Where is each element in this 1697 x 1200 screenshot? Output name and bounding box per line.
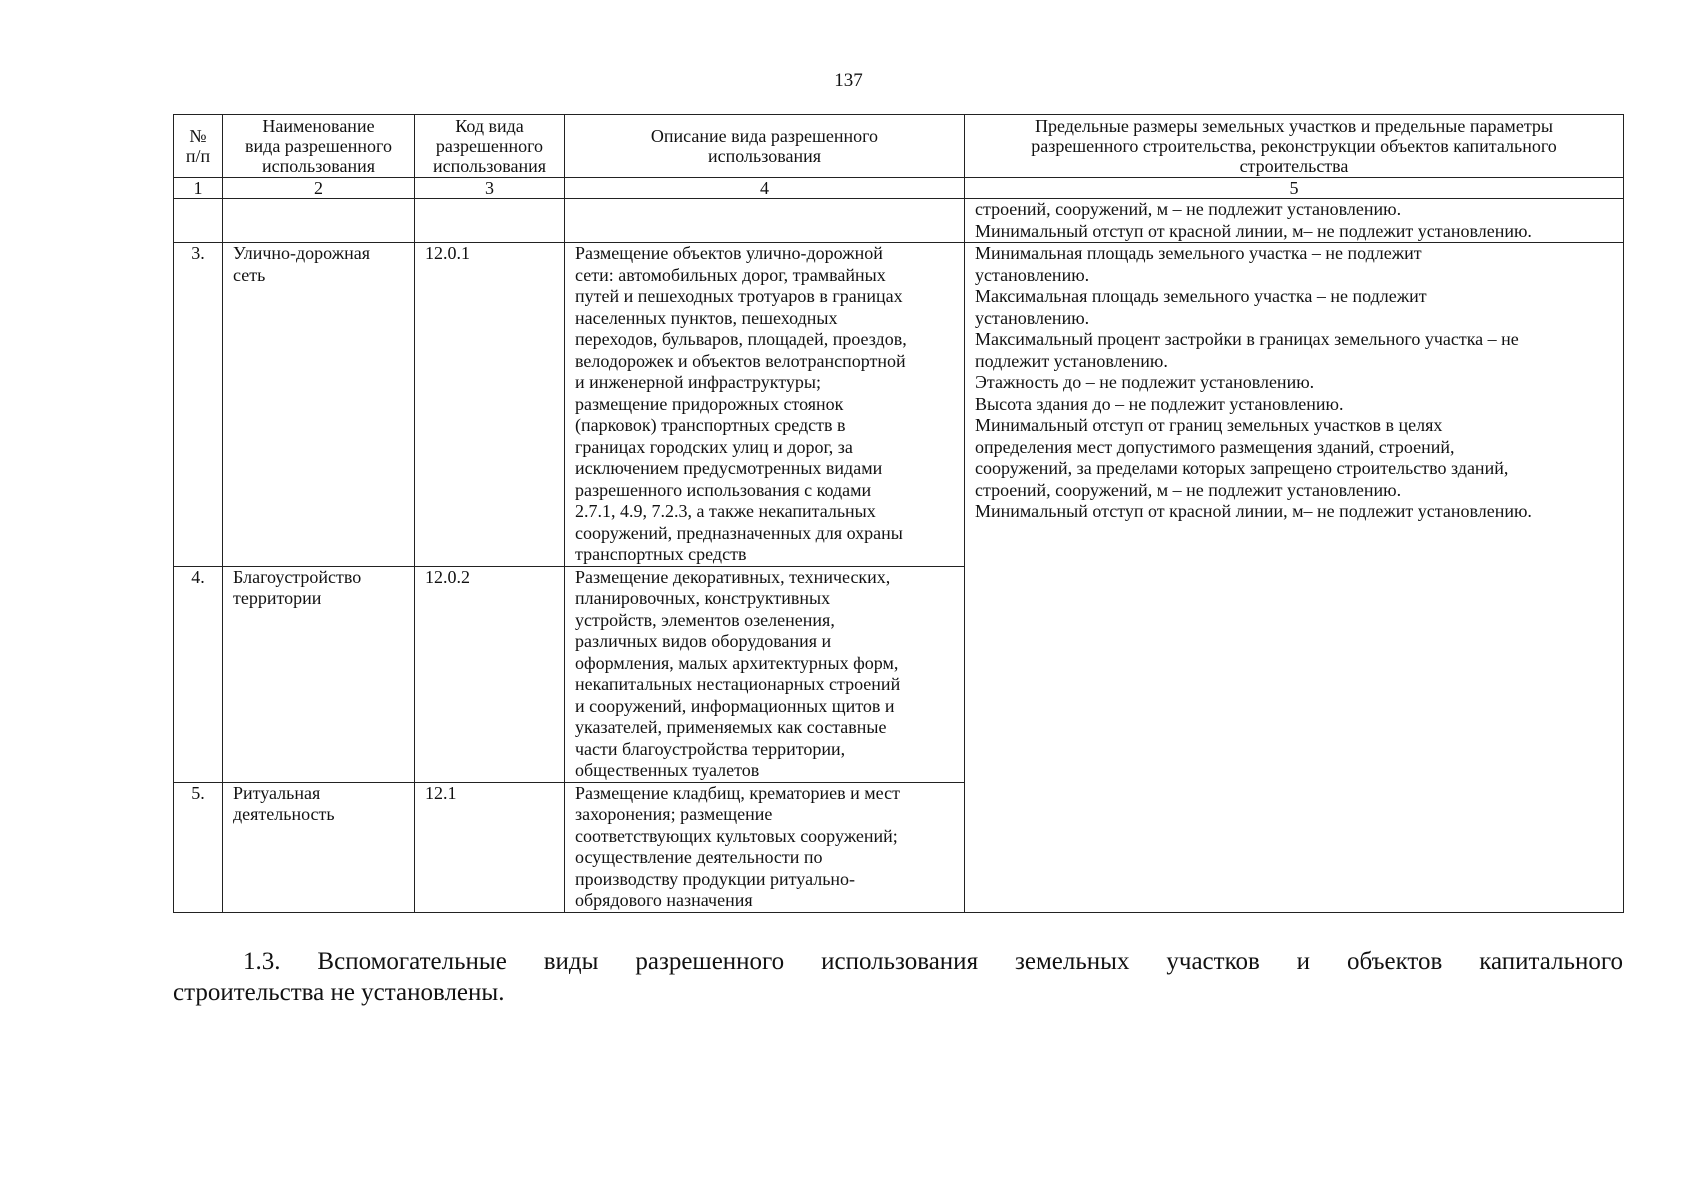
row-number: 4. — [174, 566, 223, 782]
table-row — [174, 243, 1624, 567]
auxiliary-uses-paragraph — [173, 946, 1623, 1008]
row-number: 3. — [174, 243, 223, 567]
use-description-cell: Размещение кладбищ, крематориев и мест захоронения; размещение соответствующих культовых сооружений; осуществление деятельности по производству продукции ритуально- обрядового назначения — [565, 782, 965, 912]
row-number: 5. — [174, 782, 223, 912]
header-number: № п/п — [174, 115, 223, 178]
header-limit-parameters: Предельные размеры земельных участков и предельные параметры разрешенного строительства, реконструкции объектов капитального строительства — [965, 115, 1624, 178]
page-number: 137 — [834, 70, 863, 91]
empty-cell — [223, 199, 415, 243]
use-description-cell: Размещение объектов улично-дорожной сети: автомобильных дорог, трамвайных путей и пешеходных тротуаров в границах населенных пунктов, пешеходных переходов, бульваров, площадей, проездов, велодорожек и объектов велотранспортной и инженерной инфраструктуры; размещение придорожных стоянок (парковок) транспортных средств в границах городских улиц и дорог, за исключением предусмотренных видами разрешенного использования с кодами 2.7.1, 4.9, 7.2.3, а также некапитальных сооружений, предназначенных для охраны транспортных средств — [565, 243, 965, 567]
empty-cell — [565, 199, 965, 243]
column-number: 3 — [415, 178, 565, 199]
permitted-use-table — [173, 114, 1624, 913]
use-name-cell: Благоустройство территории — [223, 566, 415, 782]
continuation-params-cell: строений, сооружений, м – не подлежит установлению. Минимальный отступ от красной линии, м– не подлежит установлению. — [965, 199, 1624, 243]
empty-cell — [415, 199, 565, 243]
column-number-row — [174, 178, 1624, 199]
column-number: 4 — [565, 178, 965, 199]
column-number: 5 — [965, 178, 1624, 199]
header-use-code: Код вида разрешенного использования — [415, 115, 565, 178]
continuation-row — [174, 199, 1624, 243]
paragraph-line: строительства не установлены. — [173, 979, 505, 1006]
empty-cell — [174, 199, 223, 243]
header-use-name: Наименование вида разрешенного использования — [223, 115, 415, 178]
use-code-cell: 12.0.1 — [415, 243, 565, 567]
header-use-description: Описание вида разрешенного использования — [565, 115, 965, 178]
use-code-cell: 12.0.2 — [415, 566, 565, 782]
use-code-cell: 12.1 — [415, 782, 565, 912]
column-number: 2 — [223, 178, 415, 199]
paragraph-line: 1.3. Вспомогательные виды разрешенного использования земельных участков и объектов капитального — [243, 948, 1623, 975]
column-number: 1 — [174, 178, 223, 199]
use-name-cell: Ритуальная деятельность — [223, 782, 415, 912]
table-header-row — [174, 115, 1624, 178]
shared-params-cell: Минимальная площадь земельного участка – не подлежит установлению. Максимальная площадь земельного участка – не подлежит установлению. Максимальный процент застройки в границах земельного участка – не подлежит установлению. Этажность до – не подлежит установлению. Высота здания до – не подлежит установлению. Минимальный отступ от границ земельных участков в целях определения мест допустимого размещения зданий, строений, сооружений, за пределами которых запрещено строительство зданий, строений, сооружений, м – не подлежит установлению. Минимальный отступ от красной линии, м– не подлежит установлению. — [965, 243, 1624, 913]
use-description-cell: Размещение декоративных, технических, планировочных, конструктивных устройств, элементов озеленения, различных видов оборудования и оформления, малых архитектурных форм, некапитальных нестационарных строений и сооружений, информационных щитов и указателей, применяемых как составные части благоустройства территории, общественных туалетов — [565, 566, 965, 782]
use-name-cell: Улично-дорожная сеть — [223, 243, 415, 567]
